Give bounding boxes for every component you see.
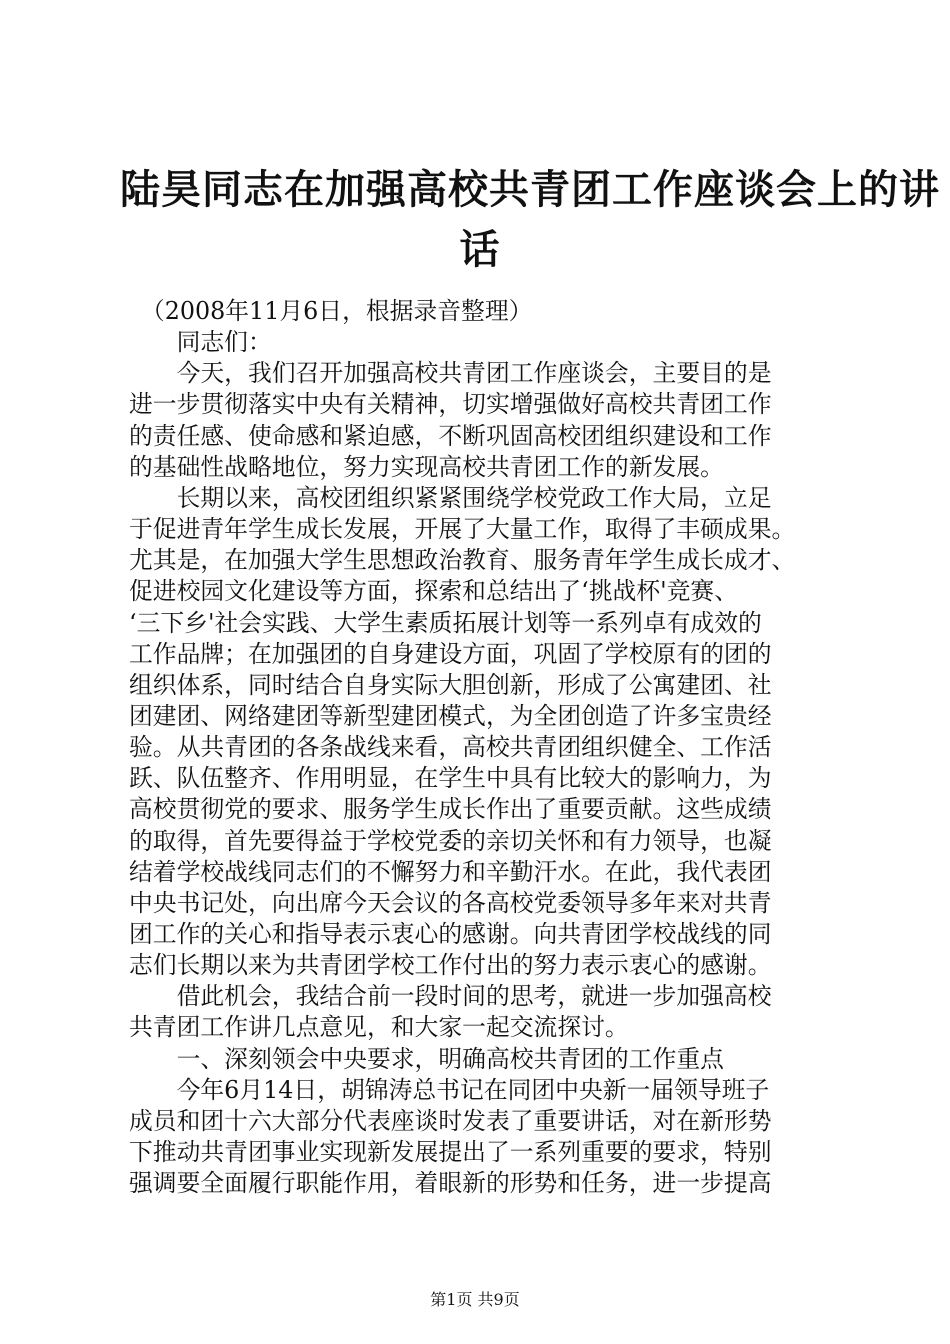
body-text-line: 志们长期以来为共青团学校工作付出的努力表示衷心的感谢。 (129, 951, 772, 980)
body-text-line: 下推动共青团事业实现新发展提出了一系列重要的要求，特别 (129, 1138, 772, 1167)
body-text-line: 高校贯彻党的要求、服务学生成长作出了重要贡献。这些成绩 (129, 795, 772, 824)
page-footer: 第1页 共9页 (430, 1290, 520, 1309)
body-text-line: 工作品牌；在加强团的自身建设方面，巩固了学校原有的团的 (129, 639, 772, 668)
body-text-line: 尤其是，在加强大学生思想政治教育、服务青年学生成长成才、 (129, 546, 796, 575)
body-text-line: 强调要全面履行职能作用，着眼新的形势和任务，进一步提高 (129, 1169, 772, 1198)
document-title-line-1: 陆昊同志在加强高校共青团工作座谈会上的讲 (120, 166, 940, 213)
body-text-line: 的基础性战略地位，努力实现高校共青团工作的新发展。 (129, 452, 724, 481)
body-text-line: 同志们： (129, 328, 272, 357)
body-text-line: 于促进青年学生成长发展，开展了大量工作，取得了丰硕成果。 (129, 515, 796, 544)
body-text-line: 借此机会，我结合前一段时间的思考，就进一步加强高校 (129, 982, 772, 1011)
body-text-line: 今天，我们召开加强高校共青团工作座谈会，主要目的是 (129, 359, 772, 388)
body-text-line: 共青团工作讲几点意见，和大家一起交流探讨。 (129, 1013, 629, 1042)
body-text-line: 团建团、网络建团等新型建团模式，为全团创造了许多宝贵经 (129, 701, 772, 730)
body-text-line: （2008年11月6日，根据录音整理） (129, 297, 533, 325)
body-text-line: 促进校园文化建设等方面，探索和总结出了‘挑战杯'竞赛、 (129, 577, 739, 606)
body-text-line: 的取得，首先要得益于学校党委的亲切关怀和有力领导，也凝 (129, 826, 772, 855)
body-text-line: 一、深刻领会中央要求，明确高校共青团的工作重点 (129, 1044, 724, 1073)
body-text-line: 进一步贯彻落实中央有关精神，切实增强做好高校共青团工作 (129, 390, 772, 419)
body-text-line: 成员和团十六大部分代表座谈时发表了重要讲话，对在新形势 (129, 1106, 772, 1135)
body-text-line: 组织体系，同时结合自身实际大胆创新，形成了公寓建团、社 (129, 670, 772, 699)
body-text-line: 跃、队伍整齐、作用明显，在学生中具有比较大的影响力，为 (129, 764, 772, 793)
body-text-line: 结着学校战线同志们的不懈努力和辛勤汗水。在此，我代表团 (129, 857, 772, 886)
document-title-line-2: 话 (459, 226, 501, 273)
body-text-line: 长期以来，高校团组织紧紧围绕学校党政工作大局，立足 (129, 483, 772, 512)
body-text-line: 今年6月14日，胡锦涛总书记在同团中央新一届领导班子 (129, 1075, 770, 1104)
body-text-line: 中央书记处，向出席今天会议的各高校党委领导多年来对共青 (129, 888, 772, 917)
body-text-line: 团工作的关心和指导表示衷心的感谢。向共青团学校战线的同 (129, 920, 772, 948)
body-text-line: 验。从共青团的各条战线来看，高校共青团组织健全、工作活 (129, 733, 772, 762)
body-text-line: ‘三下乡'社会实践、大学生素质拓展计划等一系列卓有成效的 (129, 608, 762, 637)
body-text-line: 的责任感、使命感和紧迫感，不断巩固高校团组织建设和工作 (129, 421, 772, 450)
